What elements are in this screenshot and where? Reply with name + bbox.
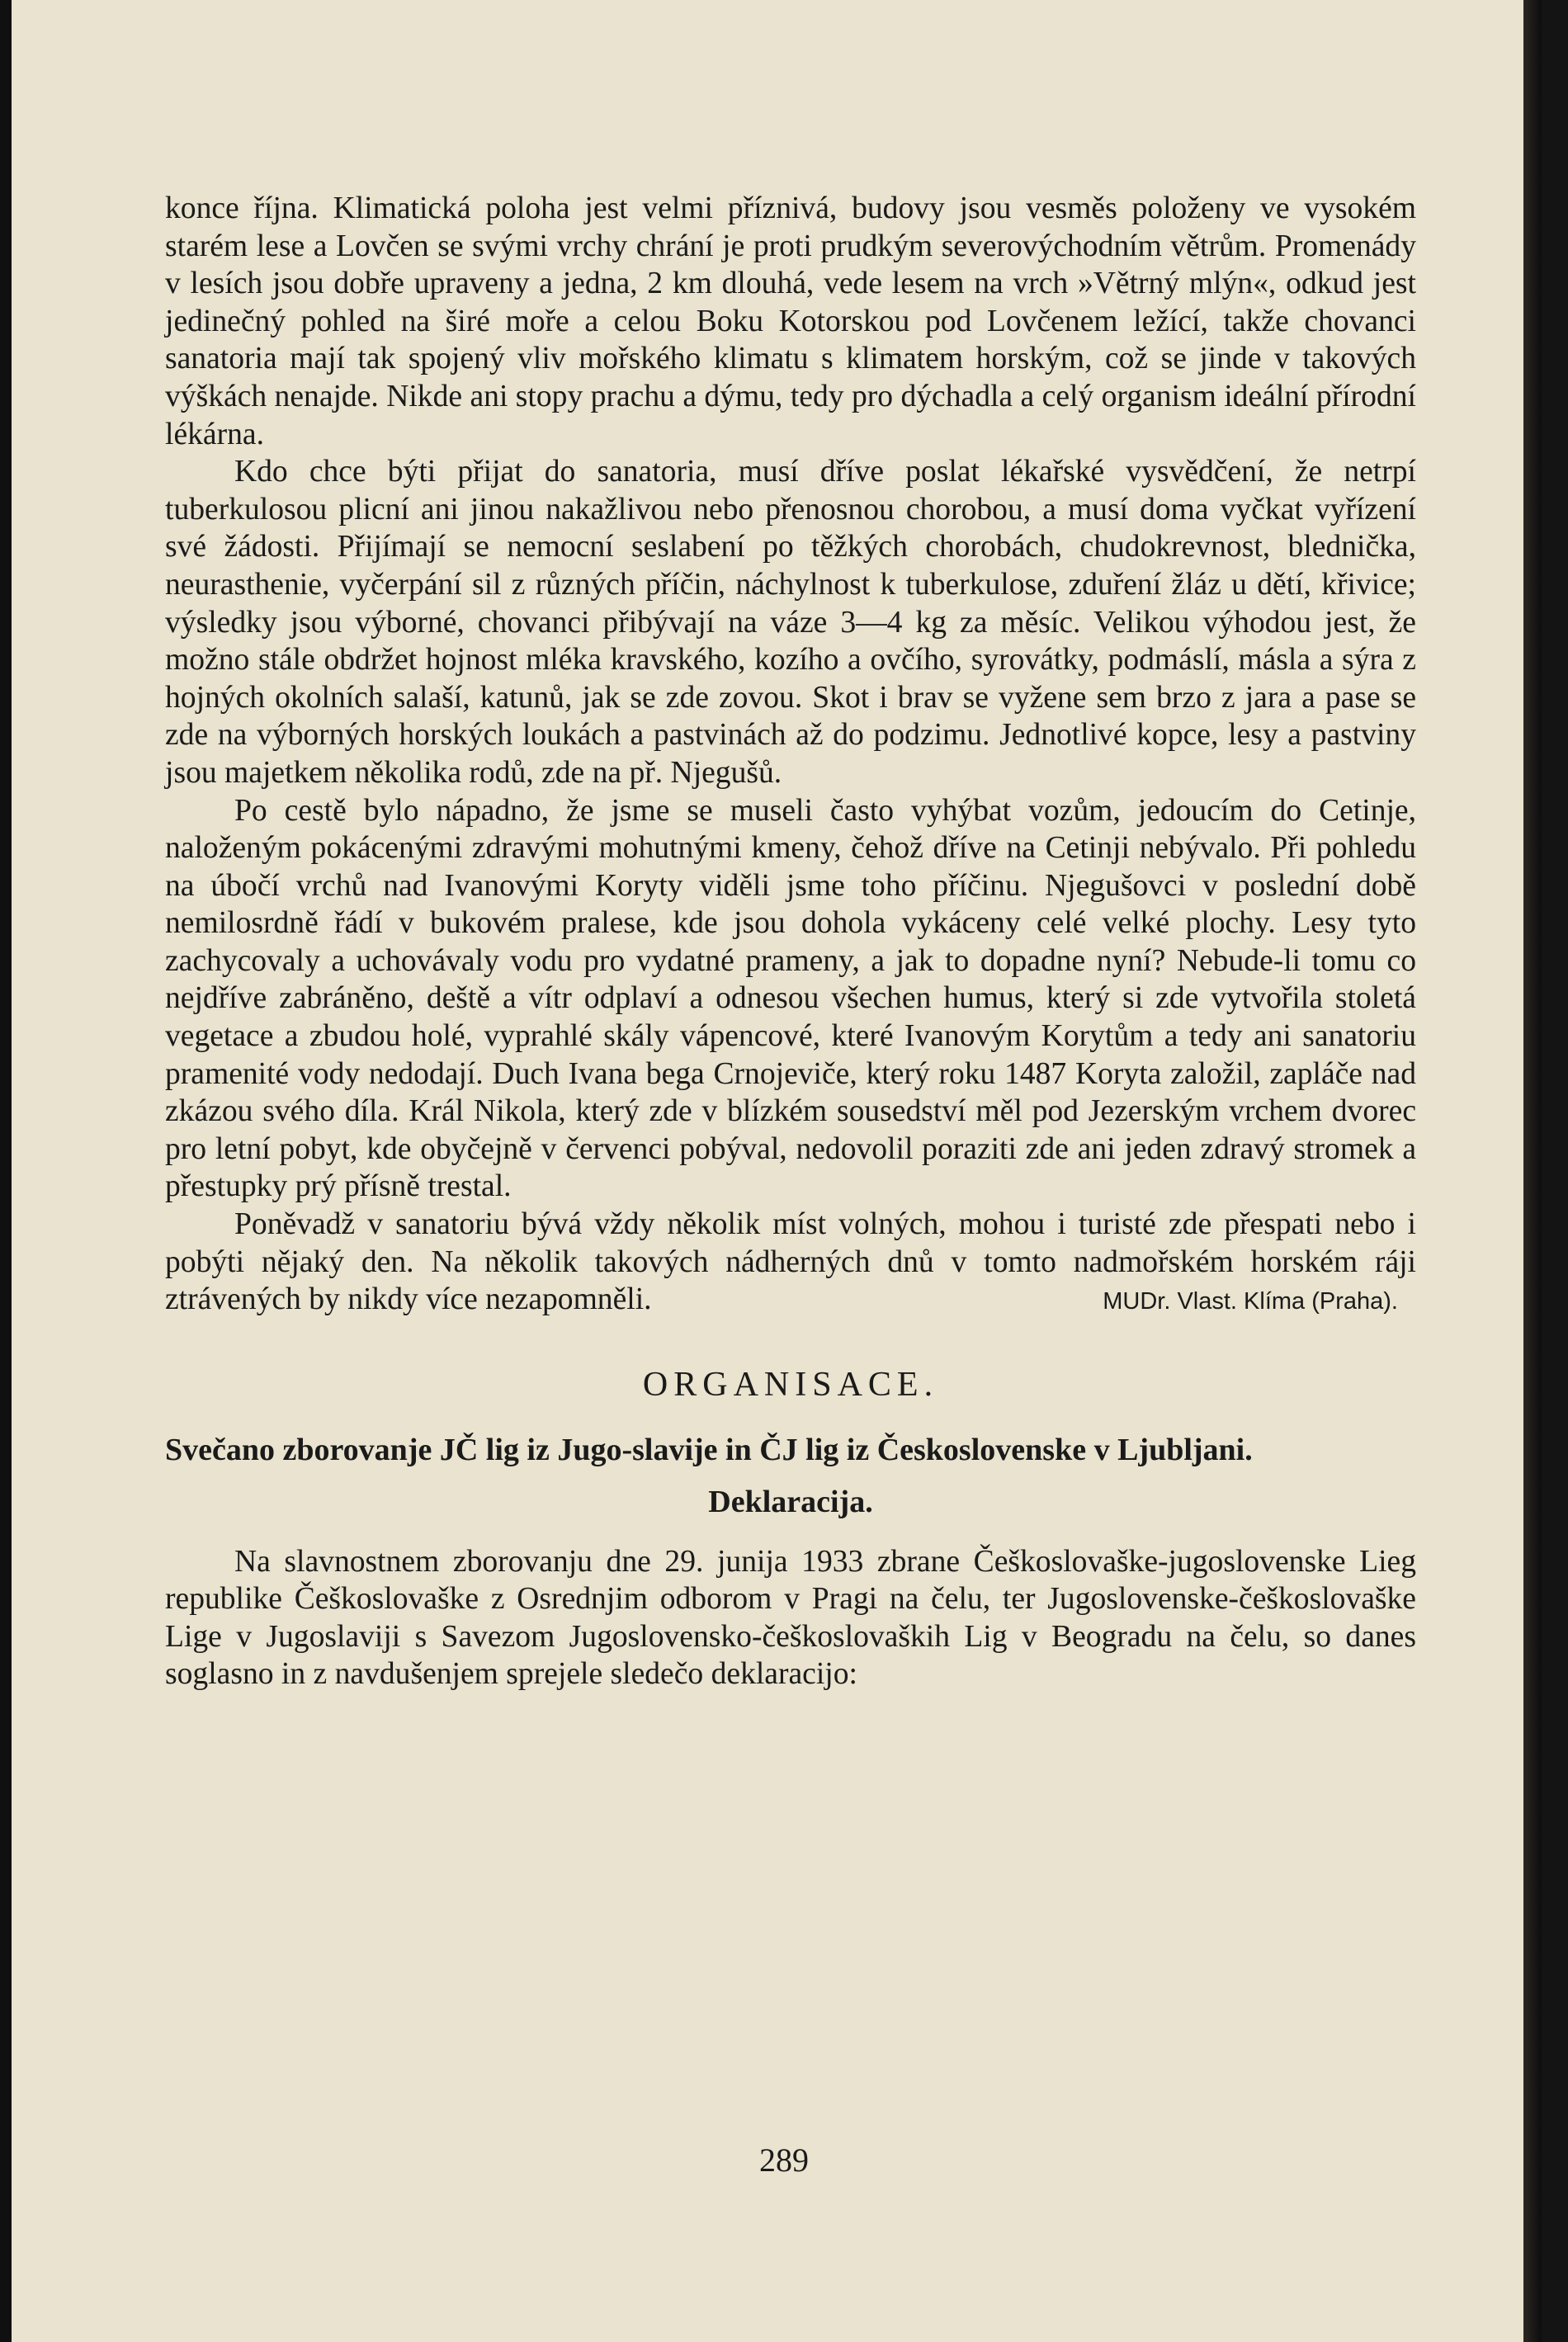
book-spine-edge [0, 0, 12, 2342]
paragraph: konce října. Klimatická poloha jest velmi příznivá, budovy jsou vesměs položeny ve vysokém starém lese a Lovčen se svými vrchy chrání je proti prudkým severovýchodním větrům. Promenády v lesích jsou dobře upraveny a jedna, 2 km dlouhá, vede lesem na vrch »Větrný mlýn«, odkud jest jedinečný pohled na širé moře a celou Boku Kotorskou pod Lovčenem ležící, takže chovanci sanatoria mají tak spojený vliv mořského klimatu s klimatem horským, což se jinde v takových výškách nenajde. Nikde ani stopy prachu a dýmu, tedy pro dýchadla a celý organism ideální přírodní lékárna. [165, 191, 1416, 451]
section-heading: ORGANISACE. [642, 1366, 939, 1405]
article-subtitle: Deklaracija. [708, 1485, 873, 1519]
paragraph: Kdo chce býti přijat do sanatoria, musí dříve poslat lékařské vysvědčení, že netrpí tuberkulosou plicní ani jinou nakažlivou nebo přenosnou chorobou, a musí doma vyčkat vyřízení své žádosti. Přijímají se nemocní seslabení po těžkých chorobách, chudokrevnost, blednička, neurasthenie, vyčerpání sil z různých příčin, náchylnost k tuberkulose, zduření žláz u dětí, křivice; výsledky jsou výborné, chovanci přibývají na váze 3—4 kg za měsíc. Velikou výhodou jest, že možno stále obdržet hojnost mléka kravského, kozího a ovčího, syrovátky, podmáslí, másla a sýra z hojných okolních salaší, katunů, jak se zde zovou. Skot i brav se vyžene sem brzo z jara a pase se zde na výborných horských loukách a pastvinách až do podzimu. Jednotlivé kopce, lesy a pastviny jsou majetkem několika rodů, zde na př. Njegušů. [165, 455, 1416, 790]
page [12, 0, 1523, 2342]
text-block [165, 190, 1416, 1693]
paragraph: Na slavnostnem zborovanju dne 29. junija 1933 zbrane Češkoslovaške-jugoslovenske Lieg republike Češkoslovaške z Osrednjim odborom v Pragi na čelu, ter Jugoslovenske-češkoslovaške Lige v Jugoslaviji s Savezom Jugoslovensko-češkoslovaških Lig v Beogradu na čelu, so danes soglasno in z navdušenjem sprejele sledečo deklaracijo: [165, 1544, 1416, 1692]
paragraph: Po cestě bylo nápadno, že jsme se museli často vyhýbat vozům, jedoucím do Cetinje, naloženým pokácenými zdravými mohutnými kmeny, čehož dříve na Cetinji nebývalo. Při pohledu na úbočí vrchů nad Ivanovými Koryty viděli jsme toho příčinu. Njegušovci v poslední době nemilosrdně řádí v bukovém pralese, kde jsou dohola vykáceny celé velké plochy. Lesy tyto zachycovaly a uchovávaly vodu pro vydatné prameny, a jak to dopadne nyní? Nebude-li tomu co nejdříve zabráněno, deště a vítr odplaví a odnesou všechen humus, který si zde vytvořila stoletá vegetace a zbudou holé, vyprahlé skály vápencové, které Ivanovým Korytům a tedy ani sanatoriu pramenité vody nedodají. Duch Ivana bega Crnojeviče, který roku 1487 Koryta založil, zapláče nad zkázou svého díla. Král Nikola, který zde v blízkém sousedství měl pod Jezerským vrchem dvorec pro letní pobyt, kde obyčejně v červenci pobýval, nedovolil poraziti zde ani jeden zdravý stromek a přestupky prý přísně trestal. [165, 793, 1416, 1204]
paragraph: Poněvadž v sanatoriu bývá vždy několik míst volných, mohou i turisté zde přespati nebo i pobýti nějaký den. Na několik takových nádherných dnů v tomto nadmořském horském ráji ztrávených by nikdy více nezapomněli. [165, 1207, 1416, 1317]
page-number: 289 [759, 2141, 809, 2179]
author-signature: MUDr. Vlast. Klíma (Praha). [1103, 1287, 1398, 1315]
article-title: Svečano zborovanje JČ lig iz Jugo-slavije in ČJ lig iz Československe v Ljubljani. [165, 1433, 1253, 1467]
